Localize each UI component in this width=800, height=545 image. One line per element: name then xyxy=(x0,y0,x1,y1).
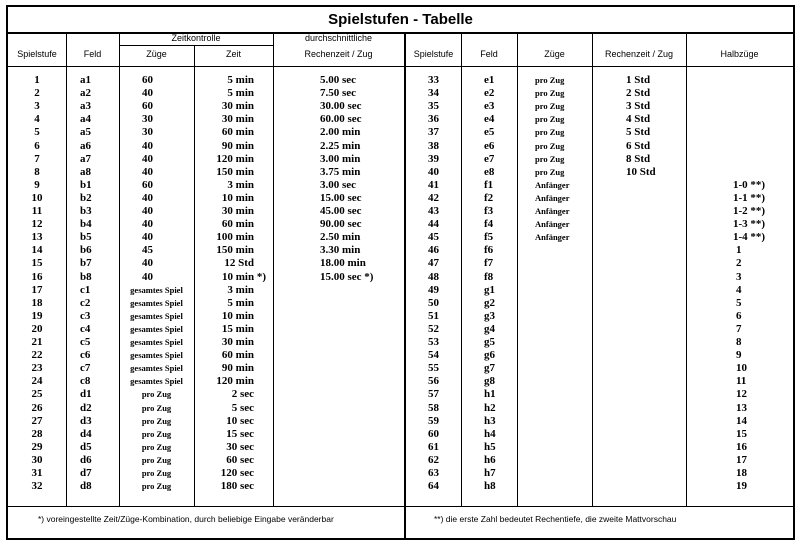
spielstufe-cell: 56 xyxy=(428,375,439,388)
zeit-cell: 12 Std xyxy=(224,257,254,270)
spielstufe-cell: 37 xyxy=(428,126,439,139)
halbzuege-cell: 17 xyxy=(736,453,747,466)
zeit-cell: 120 min xyxy=(216,375,254,388)
zuege-cell: gesamtes Spiel xyxy=(130,363,183,374)
zeit-cell: 2 sec xyxy=(231,388,254,401)
feld-cell: b4 xyxy=(80,218,92,231)
halbzuege-cell: 1-0 **) xyxy=(733,178,766,191)
zeit-cell: 90 min xyxy=(221,362,254,375)
feld-cell: c4 xyxy=(80,322,91,335)
halbzuege-cell: 8 xyxy=(736,336,742,348)
halbzuege-cell: 18 xyxy=(736,467,747,479)
spielstufe-cell: 16 xyxy=(31,270,43,283)
header-spielstufe: Spielstufe xyxy=(17,49,57,59)
header-feld-right: Feld xyxy=(480,49,498,59)
spielstufe-cell: 24 xyxy=(31,375,43,388)
header-underline xyxy=(8,66,793,67)
feld-cell: d2 xyxy=(80,401,92,414)
zuege-cell: 40 xyxy=(142,191,153,204)
feld-cell: h3 xyxy=(484,414,496,427)
spielstufe-cell: 8 xyxy=(34,165,40,178)
spielstufe-cell: 41 xyxy=(428,178,439,191)
rechenzeit-cell: 18.00 min xyxy=(320,257,366,270)
feld-cell: b8 xyxy=(80,270,92,283)
spielstufe-cell: 50 xyxy=(428,296,439,309)
feld-cell: e6 xyxy=(484,139,495,152)
spielstufe-cell: 54 xyxy=(428,349,439,362)
spielstufe-cell: 29 xyxy=(31,440,43,453)
zeit-cell: 15 sec xyxy=(226,427,254,440)
zuege-cell: 40 xyxy=(142,270,153,283)
rechenzeit-cell: 15.00 sec *) xyxy=(320,270,374,283)
spielstufe-cell: 15 xyxy=(31,257,43,270)
zuege-cell: 30 xyxy=(142,113,153,126)
halbzuege-cell: 1-1 **) xyxy=(733,191,766,204)
feld-cell: h6 xyxy=(484,453,496,466)
zuege-cell: 40 xyxy=(142,257,153,270)
footnote-left: *) voreingestellte Zeit/Züge-Kombination, durch beliebige Eingabe veränderbar xyxy=(38,514,334,524)
zuege-cell: Anfänger xyxy=(535,219,570,230)
feld-cell: f8 xyxy=(484,270,494,283)
col-divider xyxy=(686,32,687,506)
feld-cell: g1 xyxy=(484,283,495,296)
col-divider xyxy=(517,32,518,506)
feld-cell: d5 xyxy=(80,440,92,453)
feld-cell: g8 xyxy=(484,375,495,388)
zuege-cell: 40 xyxy=(142,218,153,231)
feld-cell: a7 xyxy=(80,152,91,165)
zeit-cell: 30 min xyxy=(221,113,254,126)
feld-cell: d8 xyxy=(80,480,92,493)
zuege-cell: pro Zug xyxy=(535,75,565,85)
spielstufe-cell: 6 xyxy=(34,139,40,152)
feld-cell: a6 xyxy=(80,139,91,152)
rechenzeit-cell: 3.00 min xyxy=(320,152,361,165)
feld-cell: b3 xyxy=(80,205,92,217)
zeit-cell: 150 min xyxy=(216,165,254,178)
halbzuege-cell: 19 xyxy=(736,480,747,493)
zeit-cell: 60 min xyxy=(221,218,254,231)
halbzuege-cell: 3 xyxy=(736,270,742,283)
spielstufe-cell: 53 xyxy=(428,336,439,348)
feld-cell: h5 xyxy=(484,440,496,453)
rechenzeit-cell: 8 Std xyxy=(626,152,651,165)
feld-cell: f6 xyxy=(484,244,494,257)
feld-cell: a2 xyxy=(80,87,91,100)
feld-cell: d1 xyxy=(80,388,92,401)
col-divider xyxy=(592,32,593,506)
zuege-cell: pro Zug xyxy=(535,114,565,125)
zeit-cell: 30 min xyxy=(221,336,254,348)
zeit-cell: 60 min xyxy=(221,349,254,362)
col-divider xyxy=(66,32,67,506)
feld-cell: h4 xyxy=(484,427,496,440)
header-feld: Feld xyxy=(83,49,102,59)
feld-cell: e2 xyxy=(484,87,495,100)
halbzuege-cell: 15 xyxy=(736,427,747,440)
spielstufe-cell: 64 xyxy=(428,480,439,493)
zuege-cell: 40 xyxy=(142,205,153,217)
rechenzeit-cell: 5.00 sec xyxy=(320,74,357,86)
rechenzeit-cell: 2.25 min xyxy=(320,139,361,152)
feld-cell: f4 xyxy=(484,218,494,231)
spielstufe-cell: 45 xyxy=(428,231,439,244)
feld-cell: d4 xyxy=(80,427,92,440)
spielstufe-cell: 23 xyxy=(31,362,43,375)
feld-cell: e1 xyxy=(484,74,495,86)
zeit-cell: 30 min xyxy=(221,205,254,217)
header-zeit: Zeit xyxy=(225,49,241,59)
rechenzeit-cell: 90.00 sec xyxy=(320,218,362,231)
zuege-cell: pro Zug xyxy=(535,153,565,164)
spielstufe-cell: 7 xyxy=(34,152,40,165)
halbzuege-cell: 2 xyxy=(736,257,742,270)
spielstufe-cell: 9 xyxy=(34,178,40,191)
zuege-cell: gesamtes Spiel xyxy=(130,297,183,308)
spielstufe-cell: 58 xyxy=(428,401,439,414)
col-divider xyxy=(461,32,462,506)
feld-cell: a3 xyxy=(80,100,91,113)
zuege-cell: pro Zug xyxy=(141,415,172,426)
rechenzeit-cell: 10 Std xyxy=(626,165,656,178)
feld-cell: c3 xyxy=(80,309,91,322)
spielstufe-cell: 17 xyxy=(31,283,43,296)
zeit-cell: 30 min xyxy=(221,100,254,113)
spielstufe-cell: 27 xyxy=(31,414,43,427)
rechenzeit-cell: 60.00 sec xyxy=(320,113,362,126)
feld-cell: g4 xyxy=(484,322,495,335)
rechenzeit-cell: 7.50 sec xyxy=(320,87,357,100)
rechenzeit-cell: 3.75 min xyxy=(320,165,361,178)
feld-cell: d7 xyxy=(80,467,92,479)
feld-cell: d6 xyxy=(80,453,92,466)
zeit-cell: 5 min xyxy=(227,74,254,86)
zeit-cell: 5 min xyxy=(227,87,254,100)
header-durchschnittliche: durchschnittliche xyxy=(304,33,373,43)
feld-cell: e5 xyxy=(484,126,495,139)
feld-cell: e3 xyxy=(484,100,495,113)
feld-cell: f7 xyxy=(484,257,494,270)
zuege-cell: gesamtes Spiel xyxy=(130,310,183,321)
halbzuege-cell: 11 xyxy=(736,375,747,388)
rechenzeit-cell: 2 Std xyxy=(626,87,651,100)
rechenzeit-cell: 30.00 sec xyxy=(320,100,362,113)
feld-cell: f5 xyxy=(484,231,494,244)
halbzuege-cell: 7 xyxy=(736,322,742,335)
spielstufe-cell: 48 xyxy=(428,270,439,283)
feld-cell: b1 xyxy=(80,178,92,191)
feld-cell: c5 xyxy=(80,336,91,348)
zuege-cell: 60 xyxy=(142,178,153,191)
page-title: Spielstufen - Tabelle xyxy=(8,7,793,34)
zuege-cell: 40 xyxy=(142,139,153,152)
zuege-cell: 40 xyxy=(142,231,153,244)
zuege-cell: 40 xyxy=(142,87,153,100)
halbzuege-cell: 4 xyxy=(736,283,742,296)
spielstufe-cell: 43 xyxy=(428,205,439,217)
zuege-cell: pro Zug xyxy=(141,468,172,478)
zuege-cell: gesamtes Spiel xyxy=(130,284,183,295)
spielstufe-cell: 12 xyxy=(31,218,43,231)
header-spielstufe-right: Spielstufe xyxy=(413,49,454,59)
feld-cell: h7 xyxy=(484,467,496,479)
rechenzeit-cell: 4 Std xyxy=(626,113,651,126)
halbzuege-cell: 1-2 **) xyxy=(733,205,766,217)
header-halbzuege: Halbzüge xyxy=(720,49,759,59)
rechenzeit-cell: 5 Std xyxy=(626,126,651,139)
header-zeitkontrolle: Zeitkontrolle xyxy=(171,33,221,43)
halbzuege-cell: 6 xyxy=(736,309,742,322)
spielstufe-cell: 40 xyxy=(428,165,439,178)
rechenzeit-cell: 3.00 sec xyxy=(320,178,357,191)
zeit-cell: 10 min xyxy=(221,309,254,322)
header-rechenzeit: Rechenzeit / Zug xyxy=(304,49,373,59)
spielstufe-cell: 10 xyxy=(31,191,43,204)
rechenzeit-cell: 2.50 min xyxy=(320,231,361,244)
header-rechenzeit-right: Rechenzeit / Zug xyxy=(604,49,674,59)
feld-cell: h1 xyxy=(484,388,496,401)
halbzuege-cell: 9 xyxy=(736,349,742,362)
spielstufe-cell: 33 xyxy=(428,74,439,86)
feld-cell: g2 xyxy=(484,296,495,309)
halbzuege-cell: 16 xyxy=(736,440,747,453)
spielstufe-cell: 11 xyxy=(31,205,43,217)
zuege-cell: 40 xyxy=(142,152,153,165)
feld-cell: c6 xyxy=(80,349,91,362)
feld-cell: f2 xyxy=(484,191,494,204)
spielstufe-cell: 31 xyxy=(31,467,43,479)
footer-separator xyxy=(8,506,793,507)
zeit-cell: 180 sec xyxy=(220,480,254,493)
feld-cell: b6 xyxy=(80,244,92,257)
zuege-cell: pro Zug xyxy=(141,428,172,439)
spielstufe-cell: 19 xyxy=(31,309,43,322)
spielstufe-cell: 49 xyxy=(428,283,439,296)
feld-cell: h2 xyxy=(484,401,496,414)
spielstufe-cell: 13 xyxy=(31,231,43,244)
zuege-cell: pro Zug xyxy=(535,166,565,177)
zeit-cell: 10 min *) xyxy=(222,270,266,283)
feld-cell: g3 xyxy=(484,309,495,322)
zuege-cell: 30 xyxy=(142,126,153,139)
zeit-cell: 30 sec xyxy=(226,440,254,453)
spielstufe-cell: 44 xyxy=(428,218,439,231)
col-divider xyxy=(273,32,274,506)
zuege-cell: pro Zug xyxy=(535,88,565,99)
feld-cell: g6 xyxy=(484,349,495,362)
halbzuege-cell: 14 xyxy=(736,414,747,427)
spielstufe-cell: 28 xyxy=(31,427,43,440)
spielstufe-cell: 22 xyxy=(31,349,43,362)
spielstufe-cell: 34 xyxy=(428,87,439,100)
feld-cell: c1 xyxy=(80,283,91,296)
rechenzeit-cell: 6 Std xyxy=(626,139,651,152)
spielstufe-cell: 1 xyxy=(34,74,40,86)
spielstufe-cell: 46 xyxy=(428,244,439,257)
zeit-cell: 90 min xyxy=(221,139,254,152)
zeit-cell: 60 min xyxy=(221,126,254,139)
spielstufe-cell: 5 xyxy=(34,126,40,139)
zuege-cell: Anfänger xyxy=(535,206,570,216)
spielstufe-cell: 42 xyxy=(428,191,439,204)
zuege-cell: Anfänger xyxy=(535,232,570,243)
zuege-cell: pro Zug xyxy=(141,441,172,452)
spielstufe-cell: 52 xyxy=(428,322,439,335)
rechenzeit-cell: 2.00 min xyxy=(320,126,361,139)
spielstufe-cell: 62 xyxy=(428,453,439,466)
zuege-cell: pro Zug xyxy=(141,454,172,465)
spielstufe-cell: 20 xyxy=(31,322,43,335)
feld-cell: c7 xyxy=(80,362,91,375)
zeit-cell: 3 min xyxy=(227,283,254,296)
zeit-cell: 120 sec xyxy=(220,467,254,479)
zeit-cell: 15 min xyxy=(221,322,254,335)
zeit-cell: 10 sec xyxy=(226,414,254,427)
zeit-cell: 5 sec xyxy=(231,401,254,414)
spielstufe-cell: 30 xyxy=(31,453,43,466)
spielstufe-cell: 21 xyxy=(31,336,43,348)
zeit-cell: 120 min xyxy=(216,152,254,165)
spielstufe-cell: 35 xyxy=(428,100,439,113)
feld-cell: b7 xyxy=(80,257,92,270)
zuege-cell: pro Zug xyxy=(535,101,565,112)
spielstufe-cell: 47 xyxy=(428,257,439,270)
spielstufe-cell: 18 xyxy=(31,296,43,309)
feld-cell: f3 xyxy=(484,205,494,217)
spielstufe-cell: 25 xyxy=(31,388,43,401)
feld-cell: b2 xyxy=(80,191,92,204)
spielstufe-cell: 2 xyxy=(34,87,40,100)
spielstufe-cell: 63 xyxy=(428,467,439,479)
feld-cell: c8 xyxy=(80,375,91,388)
feld-cell: a8 xyxy=(80,165,91,178)
zuege-cell: gesamtes Spiel xyxy=(130,323,183,334)
spielstufe-cell: 61 xyxy=(428,440,439,453)
zeit-cell: 5 min xyxy=(227,296,254,309)
spielstufe-cell: 55 xyxy=(428,362,439,375)
feld-cell: c2 xyxy=(80,296,91,309)
spielstufe-cell: 3 xyxy=(34,100,40,113)
zeit-cell: 100 min xyxy=(216,231,254,244)
spielstufe-cell: 60 xyxy=(428,427,439,440)
spielstufe-cell: 51 xyxy=(428,309,439,322)
feld-cell: e8 xyxy=(484,165,495,178)
spielstufe-cell: 32 xyxy=(31,480,43,493)
rechenzeit-cell: 15.00 sec xyxy=(320,191,362,204)
rechenzeit-cell: 1 Std xyxy=(626,74,651,86)
rechenzeit-cell: 3 Std xyxy=(626,100,651,113)
zuege-cell: pro Zug xyxy=(535,127,565,138)
rechenzeit-cell: 3.30 min xyxy=(320,244,361,257)
halbzuege-cell: 5 xyxy=(736,296,742,309)
spielstufe-cell: 4 xyxy=(34,113,40,126)
spielstufe-cell: 59 xyxy=(428,414,439,427)
feld-cell: d3 xyxy=(80,414,92,427)
halbzuege-cell: 10 xyxy=(736,362,747,375)
halbzuege-cell: 1-3 **) xyxy=(733,218,766,231)
feld-cell: g5 xyxy=(484,336,495,348)
zuege-cell: pro Zug xyxy=(535,140,565,151)
zeit-cell: 3 min xyxy=(227,178,254,191)
feld-cell: a4 xyxy=(80,113,91,126)
zuege-cell: Anfänger xyxy=(535,192,570,203)
halbzuege-cell: 1-4 **) xyxy=(733,231,766,244)
spielstufe-cell: 14 xyxy=(31,244,43,257)
zeit-cell: 10 min xyxy=(221,191,254,204)
zuege-cell: 60 xyxy=(142,100,153,113)
zuege-cell: 45 xyxy=(142,244,153,257)
zeitkontrolle-underline xyxy=(119,45,273,46)
zuege-cell: Anfänger xyxy=(535,179,570,190)
feld-cell: b5 xyxy=(80,231,92,244)
footnote-right: **) die erste Zahl bedeutet Rechentiefe, die zweite Mattvorschau xyxy=(434,514,677,524)
header-zuege-right: Züge xyxy=(544,49,565,59)
halbzuege-cell: 1 xyxy=(736,244,742,257)
zuege-cell: pro Zug xyxy=(141,481,172,492)
zeit-cell: 60 sec xyxy=(226,453,254,466)
zuege-cell: 60 xyxy=(142,74,153,86)
halbzuege-cell: 13 xyxy=(736,401,747,414)
spielstufe-cell: 36 xyxy=(428,113,439,126)
spielstufe-cell: 39 xyxy=(428,152,439,165)
spielstufe-cell: 26 xyxy=(31,401,43,414)
feld-cell: a1 xyxy=(80,74,91,86)
rechenzeit-cell: 45.00 sec xyxy=(320,205,362,217)
feld-cell: e4 xyxy=(484,113,495,126)
zuege-cell: gesamtes Spiel xyxy=(130,376,183,387)
zuege-cell: pro Zug xyxy=(141,389,172,400)
feld-cell: f1 xyxy=(484,178,494,191)
zuege-cell: pro Zug xyxy=(141,402,172,413)
spielstufe-cell: 57 xyxy=(428,388,439,401)
feld-cell: e7 xyxy=(484,152,495,165)
header-zuege: Züge xyxy=(146,49,167,59)
table-frame xyxy=(6,5,795,540)
zuege-cell: 40 xyxy=(142,165,153,178)
zuege-cell: gesamtes Spiel xyxy=(130,337,183,347)
feld-cell: a5 xyxy=(80,126,91,139)
feld-cell: g7 xyxy=(484,362,495,375)
zeit-cell: 150 min xyxy=(216,244,254,257)
feld-cell: h8 xyxy=(484,480,496,493)
halbzuege-cell: 12 xyxy=(736,388,747,401)
zuege-cell: gesamtes Spiel xyxy=(130,350,183,361)
spielstufe-cell: 38 xyxy=(428,139,439,152)
